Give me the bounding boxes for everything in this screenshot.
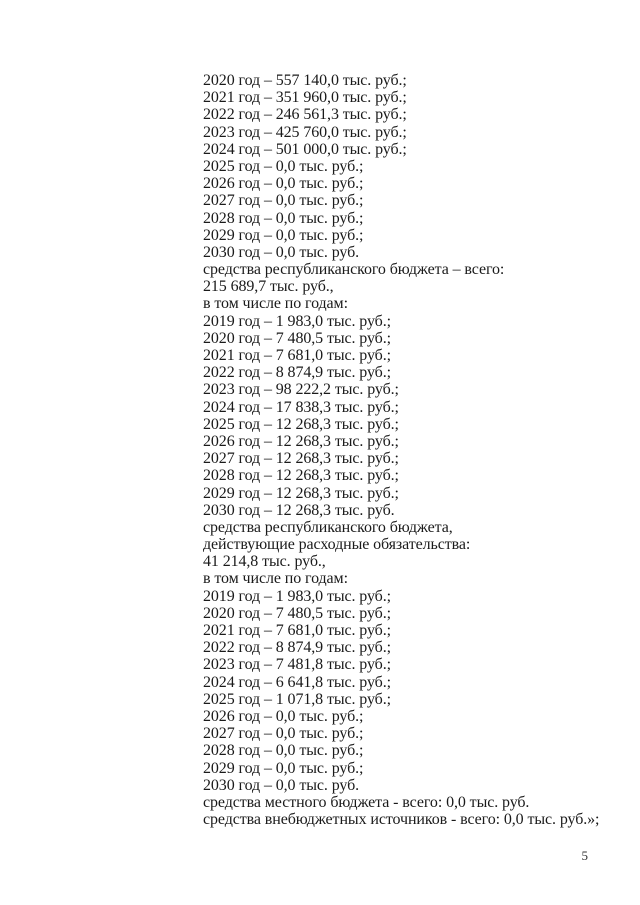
page-number: 5	[581, 848, 588, 863]
text-line: 2030 год – 0,0 тыс. руб.	[203, 776, 360, 794]
text-line: 2021 год – 7 681,0 тыс. руб.;	[203, 622, 391, 639]
text-line: 2024 год – 17 838,3 тыс. руб.;	[203, 398, 399, 416]
text-line: 2025 год – 0,0 тыс. руб.;	[203, 157, 364, 175]
section-heading: средства республиканского бюджета,	[203, 518, 453, 536]
text-line: 2025 год – 12 268,3 тыс. руб.;	[203, 415, 399, 433]
text-line: 2021 год – 351 960,0 тыс. руб.;	[203, 89, 407, 107]
text-line: 2028 год – 0,0 тыс. руб.;	[203, 742, 364, 760]
text-line: 2028 год – 0,0 тыс. руб.;	[203, 209, 364, 227]
text-line: 2027 год – 0,0 тыс. руб.;	[203, 725, 364, 743]
text-line: 2024 год – 501 000,0 тыс. руб.;	[203, 140, 407, 158]
text-line: 2022 год – 246 561,3 тыс. руб.;	[203, 106, 407, 124]
section-heading: средства республиканского бюджета – всего:	[203, 261, 505, 279]
local-budget-line: средства местного бюджета - всего: 0,0 тыс. руб.	[203, 793, 530, 811]
text-line: 2026 год – 0,0 тыс. руб.;	[203, 707, 364, 725]
text-line: 2029 год – 0,0 тыс. руб.;	[203, 759, 364, 777]
text-line: 2020 год – 557 140,0 тыс. руб.;	[203, 72, 407, 89]
text-line: 2019 год – 1 983,0 тыс. руб.;	[203, 312, 391, 330]
text-line: 2022 год – 8 874,9 тыс. руб.;	[203, 639, 391, 657]
total-amount: 215 689,7 тыс. руб.,	[203, 278, 334, 296]
text-line: 2026 год – 12 268,3 тыс. руб.;	[203, 432, 399, 450]
text-line: 2019 год – 1 983,0 тыс. руб.;	[203, 587, 391, 605]
text-line: 2028 год – 12 268,3 тыс. руб.;	[203, 467, 399, 485]
section-heading: действующие расходные обязательства:	[203, 536, 471, 554]
text-line: 2023 год – 98 222,2 тыс. руб.;	[203, 381, 399, 399]
text-line: 2020 год – 7 480,5 тыс. руб.;	[203, 329, 391, 347]
text-line: 2021 год – 7 681,0 тыс. руб.;	[203, 347, 391, 364]
text-line: 2030 год – 0,0 тыс. руб.	[203, 243, 360, 261]
text-line: 2022 год – 8 874,9 тыс. руб.;	[203, 364, 391, 382]
text-line: 2025 год – 1 071,8 тыс. руб.;	[203, 690, 391, 708]
text-line: 2026 год – 0,0 тыс. руб.;	[203, 175, 364, 193]
subheading: в том числе по годам:	[203, 295, 348, 313]
text-line: 2029 год – 0,0 тыс. руб.;	[203, 226, 364, 244]
text-line: 2029 год – 12 268,3 тыс. руб.;	[203, 484, 399, 502]
subheading: в том числе по годам:	[203, 570, 348, 588]
text-line: 2020 год – 7 480,5 тыс. руб.;	[203, 604, 391, 622]
text-line: 2023 год – 7 481,8 тыс. руб.;	[203, 656, 391, 674]
text-line: 2027 год – 12 268,3 тыс. руб.;	[203, 450, 399, 468]
text-line: 2030 год – 12 268,3 тыс. руб.	[203, 501, 395, 519]
funding-text-block	[203, 72, 623, 828]
total-amount: 41 214,8 тыс. руб.,	[203, 553, 326, 571]
text-line: 2027 год – 0,0 тыс. руб.;	[203, 192, 364, 210]
text-line: 2024 год – 6 641,8 тыс. руб.;	[203, 673, 391, 691]
extrabudgetary-line: средства внебюджетных источников - всего: 0,0 тыс. руб.»;	[203, 811, 600, 829]
text-line: 2023 год – 425 760,0 тыс. руб.;	[203, 123, 407, 141]
